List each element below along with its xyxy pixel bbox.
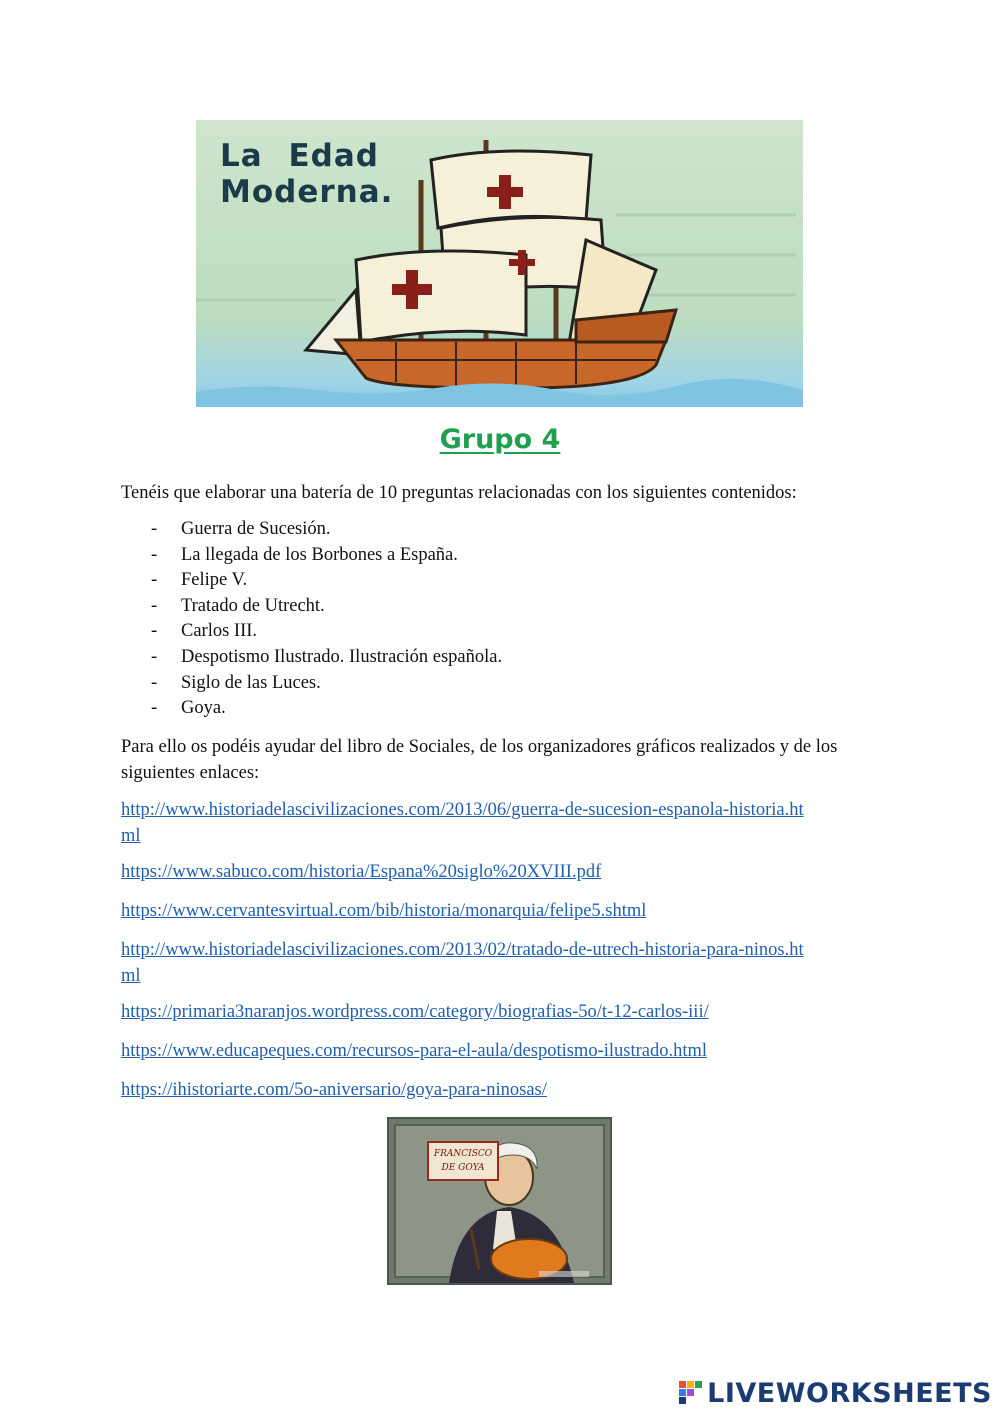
list-item: - Felipe V. [121,568,502,594]
list-item: - Despotismo Ilustrado. Ilustración española. [121,645,502,671]
portrait-nameplate [427,1141,499,1181]
dash-bullet: - [151,570,158,591]
link-guerra-sucesion[interactable]: http://www.historiadelascivilizaciones.com/2013/06/guerra-de-sucesion-espanola-historia.html [121,800,804,846]
resources-paragraph: Para ello os podéis ayudar del libro de Sociales, de los organizadores gráficos realizados y de los siguientes enlaces: [121,737,838,783]
list-item: - Siglo de las Luces. [121,671,502,697]
list-item: - La llegada de los Borbones a España. [121,543,502,569]
list-item: - Tratado de Utrecht. [121,594,502,620]
liveworksheets-logo-icon [679,1380,705,1406]
banner-title [220,138,393,210]
link-carlos-iii[interactable]: https://primaria3naranjos.wordpress.com/category/biografias-5o/t-12-carlos-iii/ [121,1002,709,1022]
list-item: - Carlos III. [121,619,502,645]
link-cervantes-felipe5[interactable]: https://www.cervantesvirtual.com/bib/historia/monarquia/felipe5.shtml [121,901,647,921]
link-despotismo[interactable]: https://www.educapeques.com/recursos-para-el-aula/despotismo-ilustrado.html [121,1041,708,1061]
nameplate-line2: DE GOYA [441,1163,485,1173]
watermark-text: LIVEWORKSHEETS [707,1377,992,1409]
dash-bullet: - [151,595,158,616]
banner-image [196,120,803,407]
link-tratado-utrech[interactable]: http://www.historiadelascivilizaciones.com/2013/02/tratado-de-utrech-historia-para-ninos.html [121,940,804,986]
link-goya[interactable]: https://ihistoriarte.com/5o-aniversario/goya-para-ninosas/ [121,1080,547,1100]
dash-bullet: - [151,646,158,667]
dash-bullet: - [151,672,158,693]
page-title: Grupo 4 [439,424,561,455]
topics-list [121,517,502,722]
banner-title-line1: La Edad [220,138,379,174]
intro-paragraph: Tenéis que elaborar una batería de 10 preguntas relacionadas con los siguientes contenidos: [121,483,797,503]
banner-title-line2: Moderna. [220,174,394,210]
dash-bullet: - [151,698,158,719]
dash-bullet: - [151,519,158,539]
goya-illustration [389,1119,610,1283]
dash-bullet: - [151,544,158,565]
liveworksheets-watermark [679,1376,992,1410]
goya-portrait-image [387,1117,612,1285]
list-item: - Goya. [121,696,502,722]
dash-bullet: - [151,621,158,642]
link-sabuco[interactable]: https://www.sabuco.com/historia/Espana%20siglo%20XVIII.pdf [121,862,602,882]
nameplate-line1: FRANCISCO [433,1149,493,1159]
list-item: - Guerra de Sucesión. [121,517,502,543]
